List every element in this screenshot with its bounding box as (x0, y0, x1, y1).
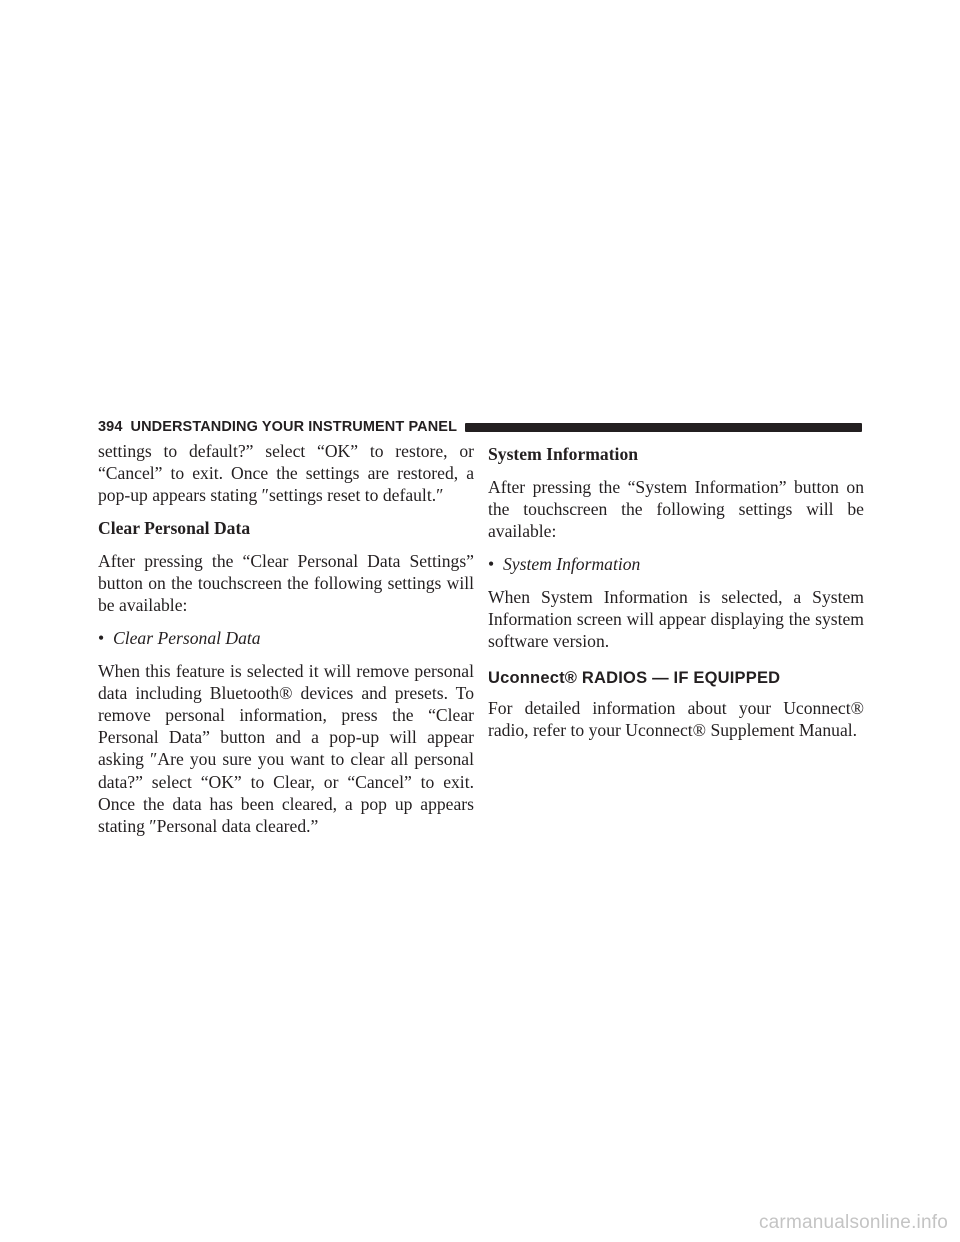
continued-paragraph: settings to default?” select “OK” to restore, or “Cancel” to exit. Once the settings are restored, a pop-up appears stating ″settings reset to default.″ (98, 441, 474, 506)
bullet-icon: • (98, 627, 105, 648)
uconnect-radios-body: For detailed information about your Uconnect® radio, refer to your Uconnect® Supplement Manual. (488, 698, 864, 741)
bullet-icon: • (488, 553, 495, 574)
system-information-bullet (488, 553, 864, 575)
clear-personal-data-intro: After pressing the “Clear Personal Data Settings” button on the touchscreen the following settings will be available: (98, 550, 474, 616)
system-information-body: When System Information is selected, a System Information screen will appear displaying the system software version. (488, 586, 864, 651)
right-column (488, 440, 864, 752)
watermark: carmanualsonline.info (758, 1212, 948, 1233)
header-rule (465, 423, 862, 432)
page-header (98, 417, 862, 437)
uconnect-radios-heading: Uconnect® RADIOS — IF EQUIPPED (488, 669, 781, 688)
left-column (98, 440, 474, 848)
bullet-text: System Information (503, 553, 641, 574)
clear-personal-data-body: When this feature is selected it will remove personal data including Bluetooth® devices and presets. To remove personal information, press the “Clear Personal Data” button and a pop-up will appear asking ″Are you sure you want to clear all personal data?” select “OK” to Clear, or “Cancel” to exit. Once the data has been cleared, a pop up appears stating ″Personal data cleared.” (98, 660, 474, 837)
bullet-text: Clear Personal Data (113, 627, 261, 648)
clear-personal-data-heading: Clear Personal Data (98, 518, 251, 539)
system-information-heading: System Information (488, 444, 639, 464)
page-number: 394 (98, 419, 123, 435)
section-title: UNDERSTANDING YOUR INSTRUMENT PANEL (130, 419, 458, 435)
system-information-intro: After pressing the “System Information” button on the touchscreen the following settings will be available: (488, 476, 864, 542)
clear-personal-data-bullet (98, 627, 474, 649)
